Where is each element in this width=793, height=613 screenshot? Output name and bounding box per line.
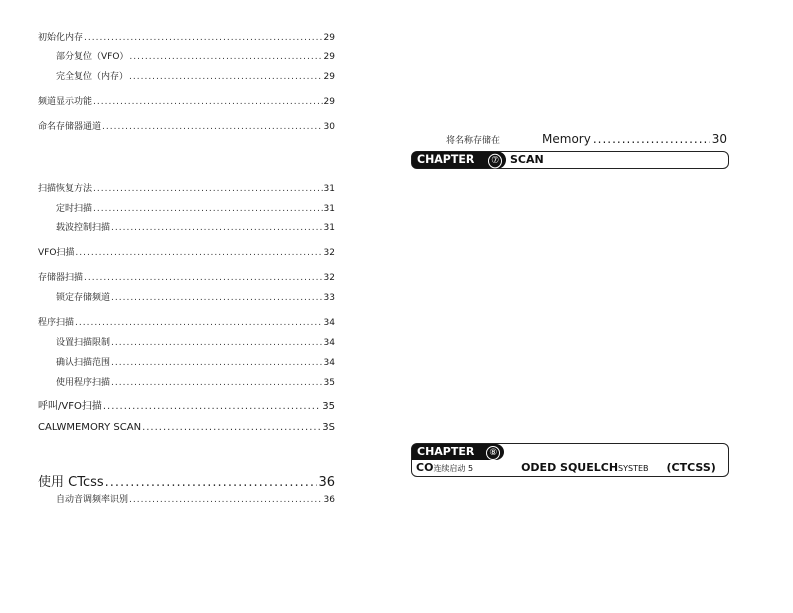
toc-title: VFO扫描: [38, 248, 75, 258]
toc-row: [38, 247, 335, 259]
toc-page: 30: [323, 122, 335, 132]
toc-row: [38, 183, 335, 195]
toc-title: 载波控制扫描: [56, 223, 111, 233]
toc-title: 使用程序扫描: [56, 378, 111, 388]
chapter-title-part: ODED SQUELCH: [521, 461, 619, 474]
toc-row: [38, 401, 335, 413]
chapter-number: ⑧: [486, 446, 500, 460]
toc-title: 使用 CTcss: [38, 475, 104, 490]
toc-leader: [593, 132, 710, 146]
toc-title: 存储器扫描: [38, 273, 84, 283]
toc-leader: [102, 121, 323, 133]
toc-title: 频道显示功能: [38, 97, 93, 107]
toc-leader: [111, 292, 323, 304]
chapter-number: ⑦: [488, 154, 502, 169]
toc-leader: [111, 337, 323, 349]
toc-leader: [111, 357, 323, 369]
toc-leader: [111, 377, 323, 389]
toc-row: [38, 32, 335, 44]
chapter-title: SCAN: [510, 153, 544, 166]
toc-page: 36: [318, 475, 335, 490]
chapter-label-badge: [412, 152, 506, 169]
toc-page: 31: [323, 204, 335, 214]
toc-row: [56, 292, 335, 304]
toc-title: CALWMEMORY SCAN: [38, 422, 142, 433]
toc-row: [56, 222, 335, 234]
toc-title-word: Memory: [542, 132, 591, 146]
toc-leader: [75, 317, 323, 329]
toc-title: 呼叫/VFO扫描: [38, 401, 102, 412]
chapter-label: CHAPTER: [417, 445, 475, 458]
toc-leader: [111, 222, 323, 234]
chapter-title-part: CO: [416, 461, 434, 474]
toc-title: 部分复位（VFO）: [56, 52, 129, 62]
toc-leader: [84, 272, 323, 284]
toc-page: 34: [323, 318, 335, 328]
chapter-label-badge: [412, 444, 504, 460]
toc-leader: [75, 247, 322, 259]
toc-leader: [103, 401, 321, 413]
toc-page: 32: [323, 248, 335, 258]
toc-title: 锁定存储频道: [56, 293, 111, 303]
toc-page: 31: [323, 223, 335, 233]
toc-page: 36: [323, 495, 335, 505]
toc-page: 31: [323, 184, 335, 194]
toc-page: 29: [323, 33, 335, 43]
chapter-7-banner: [411, 151, 729, 169]
toc-row: [38, 96, 335, 108]
toc-page: 3S: [322, 422, 335, 433]
toc-title: 定时扫描: [56, 204, 93, 214]
toc-page: 30: [711, 132, 727, 146]
toc-row: [56, 337, 335, 349]
toc-title: 初始化内存: [38, 33, 84, 43]
toc-leader: [129, 494, 323, 506]
toc-row: [56, 51, 335, 63]
toc-title: 扫描恢复方法: [38, 184, 93, 194]
toc-row: [56, 494, 335, 506]
toc-leader: [142, 422, 321, 434]
toc-title: 确认扫描范围: [56, 358, 111, 368]
toc-row: [38, 317, 335, 329]
chapter-label: CHAPTER: [417, 152, 475, 167]
toc-page: 33: [323, 293, 335, 303]
toc-row: [56, 203, 335, 215]
toc-title: 命名存储器通道: [38, 122, 102, 132]
toc-row: [56, 71, 335, 83]
toc-row: [38, 475, 335, 491]
toc-leader: [129, 71, 323, 83]
chapter-title-part: 连续启动 5: [433, 464, 474, 473]
toc-title: 设置扫描限制: [56, 338, 111, 348]
toc-title: 程序扫描: [38, 318, 75, 328]
toc-page: 34: [323, 338, 335, 348]
chapter-title-part: SYSTEB: [618, 464, 649, 473]
toc-page: 35: [322, 401, 335, 412]
toc-row: [38, 272, 335, 284]
toc-row: [38, 121, 335, 133]
toc-page: 29: [323, 52, 335, 62]
toc-title: 完全复位（内存）: [56, 72, 129, 82]
toc-page: 29: [323, 72, 335, 82]
toc-row: [56, 377, 335, 389]
toc-title: 将名称存储在: [446, 136, 501, 146]
toc-title: 自动音调频率识别: [56, 495, 129, 505]
chapter-title: [416, 461, 721, 475]
toc-page: 29: [323, 97, 335, 107]
toc-row-memory: [446, 132, 727, 146]
toc-page: 32: [323, 273, 335, 283]
toc-row: [38, 422, 335, 434]
toc-page: 35: [323, 378, 335, 388]
toc-leader: [93, 203, 323, 215]
toc-leader: [129, 51, 322, 63]
toc-leader: [93, 96, 323, 108]
toc-leader: [93, 183, 323, 195]
toc-row: [56, 357, 335, 369]
chapter-title-part: (CTCSS): [666, 461, 716, 474]
toc-leader: [84, 32, 323, 44]
chapter-8-banner: [411, 443, 729, 477]
toc-page: 34: [323, 358, 335, 368]
toc-leader: [105, 475, 318, 491]
